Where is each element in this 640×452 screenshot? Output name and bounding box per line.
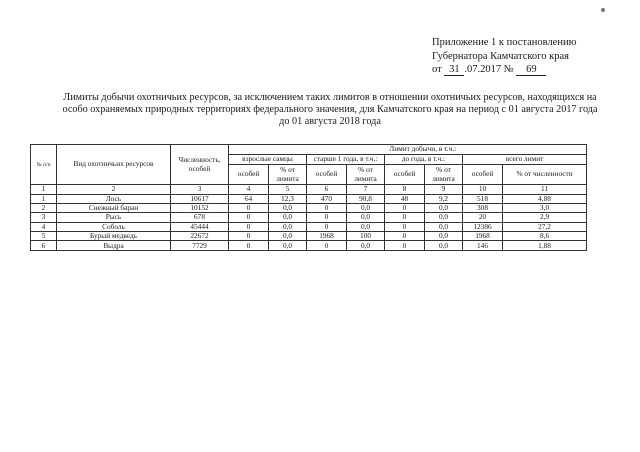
- header-pct-2: % от лимита: [347, 165, 385, 185]
- appendix-line-2: Губернатора Камчатского края: [432, 50, 569, 62]
- appendix-date-line: [432, 63, 632, 77]
- table-cell: 0,0: [425, 203, 463, 212]
- table-cell: 5: [31, 232, 57, 241]
- table-cell: 8,6: [503, 232, 587, 241]
- appendix-note: [432, 36, 632, 77]
- table-cell: 10152: [171, 203, 229, 212]
- table-cell: 0,0: [425, 241, 463, 250]
- table-cell: 0,0: [269, 203, 307, 212]
- table-row: [31, 203, 587, 212]
- table-cell: 0: [385, 241, 425, 250]
- table-cell: 4: [31, 222, 57, 231]
- col-number: 6: [307, 185, 347, 195]
- col-number: 3: [171, 185, 229, 195]
- decree-number: 69: [516, 64, 546, 76]
- table-cell: 7729: [171, 241, 229, 250]
- header-ind-2: особей: [307, 165, 347, 185]
- header-num: № п/п: [31, 145, 57, 185]
- col-number: 11: [503, 185, 587, 195]
- date-rest: .07.2017 №: [464, 64, 514, 75]
- scan-dot: [601, 8, 605, 12]
- table-cell: 1968: [307, 232, 347, 241]
- table-cell: 64: [229, 194, 269, 203]
- table-cell: 0: [385, 203, 425, 212]
- table-cell: 90,8: [347, 194, 385, 203]
- table-cell: 0,0: [269, 232, 307, 241]
- header-pct-pop: % от численности: [503, 165, 587, 185]
- table-cell: 0,0: [269, 222, 307, 231]
- date-day: 31: [444, 64, 464, 76]
- col-number: 10: [463, 185, 503, 195]
- col-number: 7: [347, 185, 385, 195]
- table-cell: 0,0: [425, 213, 463, 222]
- table-cell: 48: [385, 194, 425, 203]
- appendix-line-1: Приложение 1 к постановлению: [432, 37, 577, 48]
- table-cell: 0: [385, 213, 425, 222]
- table-row: [31, 213, 587, 222]
- table-cell: 0,0: [347, 222, 385, 231]
- header-ind-1: особей: [229, 165, 269, 185]
- header-older-1y: старше 1 года, в т.ч.:: [307, 155, 385, 165]
- header-pct-3: % от лимита: [425, 165, 463, 185]
- species-cell: Бурый медведь: [57, 232, 171, 241]
- table-cell: 0,0: [269, 241, 307, 250]
- table-cell: 146: [463, 241, 503, 250]
- table-cell: 10617: [171, 194, 229, 203]
- table-cell: 0: [307, 213, 347, 222]
- species-cell: Выдра: [57, 241, 171, 250]
- table-cell: 22672: [171, 232, 229, 241]
- table-cell: 0: [229, 222, 269, 231]
- species-cell: Снежный баран: [57, 203, 171, 212]
- table-cell: 0: [385, 222, 425, 231]
- header-adult-males: взрослые самцы: [229, 155, 307, 165]
- table-cell: 0: [229, 232, 269, 241]
- table-cell: 0,0: [425, 222, 463, 231]
- table-cell: 12,3: [269, 194, 307, 203]
- header-limit: Лимит добычи, в т.ч.:: [229, 145, 587, 155]
- col-number: 9: [425, 185, 463, 195]
- table-cell: 0,0: [347, 241, 385, 250]
- species-cell: Соболь: [57, 222, 171, 231]
- header-ind-4: особей: [463, 165, 503, 185]
- table-cell: 0: [307, 203, 347, 212]
- table-cell: 0: [307, 222, 347, 231]
- table-cell: 0: [229, 213, 269, 222]
- header-ind-3: особей: [385, 165, 425, 185]
- table-cell: 20: [463, 213, 503, 222]
- table-cell: 27,2: [503, 222, 587, 231]
- species-cell: Лось: [57, 194, 171, 203]
- table-row: [31, 222, 587, 231]
- table-cell: 0: [229, 241, 269, 250]
- header-pct-1: % от лимита: [269, 165, 307, 185]
- col-number: 2: [57, 185, 171, 195]
- header-under-1y: до года, в т.ч.:: [385, 155, 463, 165]
- col-number: 5: [269, 185, 307, 195]
- col-number: 1: [31, 185, 57, 195]
- table-cell: 0: [307, 241, 347, 250]
- table-cell: 0: [229, 203, 269, 212]
- limits-table: [30, 144, 587, 251]
- table-cell: 678: [171, 213, 229, 222]
- header-species: Вид охотничьих ресурсов: [57, 145, 171, 185]
- table-cell: 1968: [463, 232, 503, 241]
- header-population: Численность, особей: [171, 145, 229, 185]
- table-cell: 3,0: [503, 203, 587, 212]
- table-cell: 4,88: [503, 194, 587, 203]
- table-cell: 3: [31, 213, 57, 222]
- table-cell: 1,88: [503, 241, 587, 250]
- table-cell: 1: [31, 194, 57, 203]
- table-cell: 0,0: [425, 232, 463, 241]
- table-cell: 0,0: [347, 203, 385, 212]
- table-cell: 6: [31, 241, 57, 250]
- date-prefix: от: [432, 64, 442, 75]
- table-cell: 308: [463, 203, 503, 212]
- table-row: [31, 232, 587, 241]
- header-total-limit: всего лимит: [463, 155, 587, 165]
- table-cell: 100: [347, 232, 385, 241]
- table-cell: 0: [385, 232, 425, 241]
- column-number-row: [31, 185, 587, 195]
- table-cell: 470: [307, 194, 347, 203]
- table-row: [31, 194, 587, 203]
- col-number: 8: [385, 185, 425, 195]
- species-cell: Рысь: [57, 213, 171, 222]
- table-cell: 2: [31, 203, 57, 212]
- table-cell: 2,9: [503, 213, 587, 222]
- table-cell: 9,2: [425, 194, 463, 203]
- table-body: [31, 194, 587, 250]
- table-cell: 0,0: [269, 213, 307, 222]
- table-cell: 45444: [171, 222, 229, 231]
- table-row: [31, 241, 587, 250]
- table-cell: 518: [463, 194, 503, 203]
- table-cell: 0,0: [347, 213, 385, 222]
- document-title: Лимиты добычи охотничьих ресурсов, за исключением таких лимитов в отношении охотничьих ресурсов, находящихся на особо охраняемых природных территориях федерального значения, для Камчатского края на период с 01 августа 2017 года до 01 августа 2018 года: [62, 92, 598, 127]
- table-cell: 12386: [463, 222, 503, 231]
- col-number: 4: [229, 185, 269, 195]
